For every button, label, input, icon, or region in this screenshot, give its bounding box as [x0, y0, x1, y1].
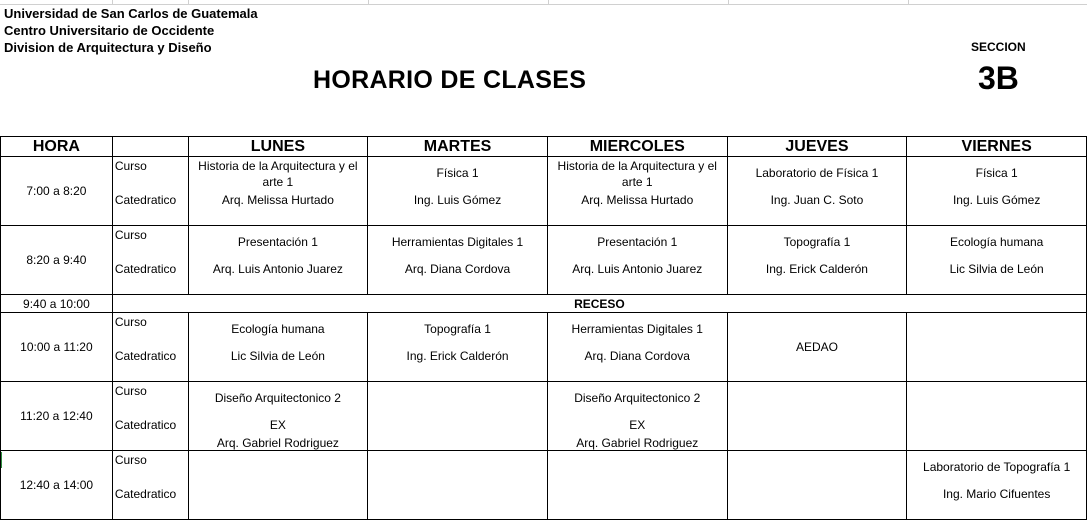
column-header-lunes[interactable]: LUNES [188, 137, 368, 157]
course-name: Diseño Arquitectonico 2 [574, 391, 701, 405]
course-name: Herramientas Digitales 1 [571, 322, 703, 336]
teacher-label: Catedratico [114, 418, 177, 432]
table-row [1, 313, 1087, 382]
teacher-name: Ing. Mario Cifuentes [942, 487, 1051, 501]
column-header-hora[interactable]: HORA [1, 137, 113, 157]
schedule-cell-jueves[interactable] [727, 382, 907, 451]
schedule-cell-jueves[interactable] [727, 157, 907, 226]
schedule-cell-martes[interactable] [368, 157, 548, 226]
column-header-labels[interactable] [112, 137, 188, 157]
schedule-cell-miercoles[interactable] [547, 313, 727, 382]
schedule-table [0, 136, 1087, 520]
teacher-name: Arq. Luis Antonio Juarez [572, 262, 703, 276]
teacher-name: Ing. Erick Calderón [406, 349, 509, 363]
row-labels-cell[interactable] [112, 382, 188, 451]
teacher-name: Arq. Melissa Hurtado [581, 193, 694, 207]
row-labels-cell[interactable] [112, 226, 188, 295]
time-cell[interactable]: 10:00 a 11:20 [1, 313, 113, 382]
schedule-cell-jueves[interactable] [727, 226, 907, 295]
cell-text: AEDAO [795, 340, 838, 354]
course-name: Laboratorio de Topografía 1 [923, 460, 1071, 474]
teacher-name: Arq. Diana Cordova [404, 262, 511, 276]
course-name: Diseño Arquitectonico 2 [214, 391, 341, 405]
time-cell[interactable]: 11:20 a 12:40 [1, 382, 113, 451]
schedule-cell-lunes[interactable] [188, 313, 368, 382]
course-note: EX [269, 418, 286, 432]
schedule-cell-lunes[interactable] [188, 226, 368, 295]
recess-cell[interactable]: RECESO [112, 295, 1086, 313]
course-name: Ecología humana [949, 235, 1044, 249]
teacher-name: Ing. Erick Calderón [765, 262, 868, 276]
teacher-name: Arq. Luis Antonio Juarez [212, 262, 343, 276]
row-labels-cell[interactable] [112, 451, 188, 520]
teacher-name: Lic Silvia de León [230, 349, 325, 363]
time-cell[interactable]: 9:40 a 10:00 [1, 295, 113, 313]
course-name: Topografía 1 [783, 235, 851, 249]
course-name: Historia de la Arquitectura y el arte 1 [557, 159, 717, 189]
course-name: Topografía 1 [424, 322, 491, 336]
schedule-cell-viernes[interactable] [907, 157, 1087, 226]
recess-row [1, 295, 1087, 313]
schedule-cell-martes[interactable] [368, 313, 548, 382]
row-labels-cell[interactable] [112, 157, 188, 226]
course-label: Curso [114, 159, 147, 173]
column-header-viernes[interactable]: VIERNES [907, 137, 1087, 157]
teacher-name: Arq. Melissa Hurtado [221, 193, 334, 207]
schedule-cell-martes[interactable] [368, 382, 548, 451]
course-name: Ecología humana [231, 322, 325, 336]
teacher-label: Catedratico [114, 487, 177, 501]
course-name: Presentación 1 [237, 235, 318, 249]
teacher-name: Ing. Juan C. Soto [770, 193, 864, 207]
teacher-name: Lic Silvia de León [949, 262, 1044, 276]
teacher-name: Arq. Gabriel Rodriguez [576, 436, 699, 450]
course-name: Herramientas Digitales 1 [391, 235, 524, 249]
table-row [1, 382, 1087, 451]
institution-line-2: Centro Universitario de Occidente [4, 23, 215, 38]
header-row [1, 137, 1087, 157]
course-name: Laboratorio de Física 1 [755, 166, 879, 180]
schedule-cell-martes[interactable] [368, 451, 548, 520]
schedule-cell-miercoles[interactable] [547, 382, 727, 451]
course-name: Física 1 [436, 166, 479, 180]
teacher-label: Catedratico [114, 193, 177, 207]
column-header-miercoles[interactable]: MIERCOLES [547, 137, 727, 157]
schedule-cell-lunes[interactable] [188, 157, 368, 226]
institution-line-3: Division de Arquitectura y Diseño [4, 40, 212, 55]
row-labels-cell[interactable] [112, 313, 188, 382]
time-cell[interactable]: 8:20 a 9:40 [1, 226, 113, 295]
table-row [1, 226, 1087, 295]
section-value: 3B [978, 60, 1019, 96]
schedule-cell-viernes[interactable] [907, 451, 1087, 520]
schedule-cell-jueves[interactable] [727, 313, 907, 382]
course-name: Física 1 [975, 166, 1018, 180]
teacher-name: Ing. Luis Gómez [952, 193, 1041, 207]
table-row [1, 451, 1087, 520]
course-name: Presentación 1 [597, 235, 678, 249]
schedule-cell-martes[interactable] [368, 226, 548, 295]
time-cell[interactable]: 7:00 a 8:20 [1, 157, 113, 226]
teacher-name: Ing. Luis Gómez [413, 193, 502, 207]
schedule-cell-viernes[interactable] [907, 313, 1087, 382]
schedule-cell-viernes[interactable] [907, 382, 1087, 451]
course-label: Curso [114, 228, 147, 242]
table-row [1, 157, 1087, 226]
schedule-cell-viernes[interactable] [907, 226, 1087, 295]
course-note: EX [629, 418, 646, 432]
course-label: Curso [114, 384, 147, 398]
teacher-name: Arq. Gabriel Rodriguez [216, 436, 339, 450]
course-name: Historia de la Arquitectura y el arte 1 [198, 159, 358, 189]
schedule-cell-lunes[interactable] [188, 382, 368, 451]
course-label: Curso [114, 453, 147, 467]
teacher-label: Catedratico [114, 262, 177, 276]
column-header-martes[interactable]: MARTES [368, 137, 548, 157]
schedule-cell-miercoles[interactable] [547, 451, 727, 520]
page-title: HORARIO DE CLASES [313, 66, 587, 94]
section-label: SECCION [971, 40, 1026, 54]
schedule-cell-lunes[interactable] [188, 451, 368, 520]
course-label: Curso [114, 315, 147, 329]
teacher-label: Catedratico [114, 349, 177, 363]
schedule-cell-jueves[interactable] [727, 451, 907, 520]
schedule-cell-miercoles[interactable] [547, 157, 727, 226]
column-header-jueves[interactable]: JUEVES [727, 137, 907, 157]
teacher-name: Arq. Diana Cordova [584, 349, 690, 363]
time-cell[interactable]: 12:40 a 14:00 [1, 451, 113, 520]
institution-line-1: Universidad de San Carlos de Guatemala [4, 6, 258, 21]
schedule-cell-miercoles[interactable] [547, 226, 727, 295]
